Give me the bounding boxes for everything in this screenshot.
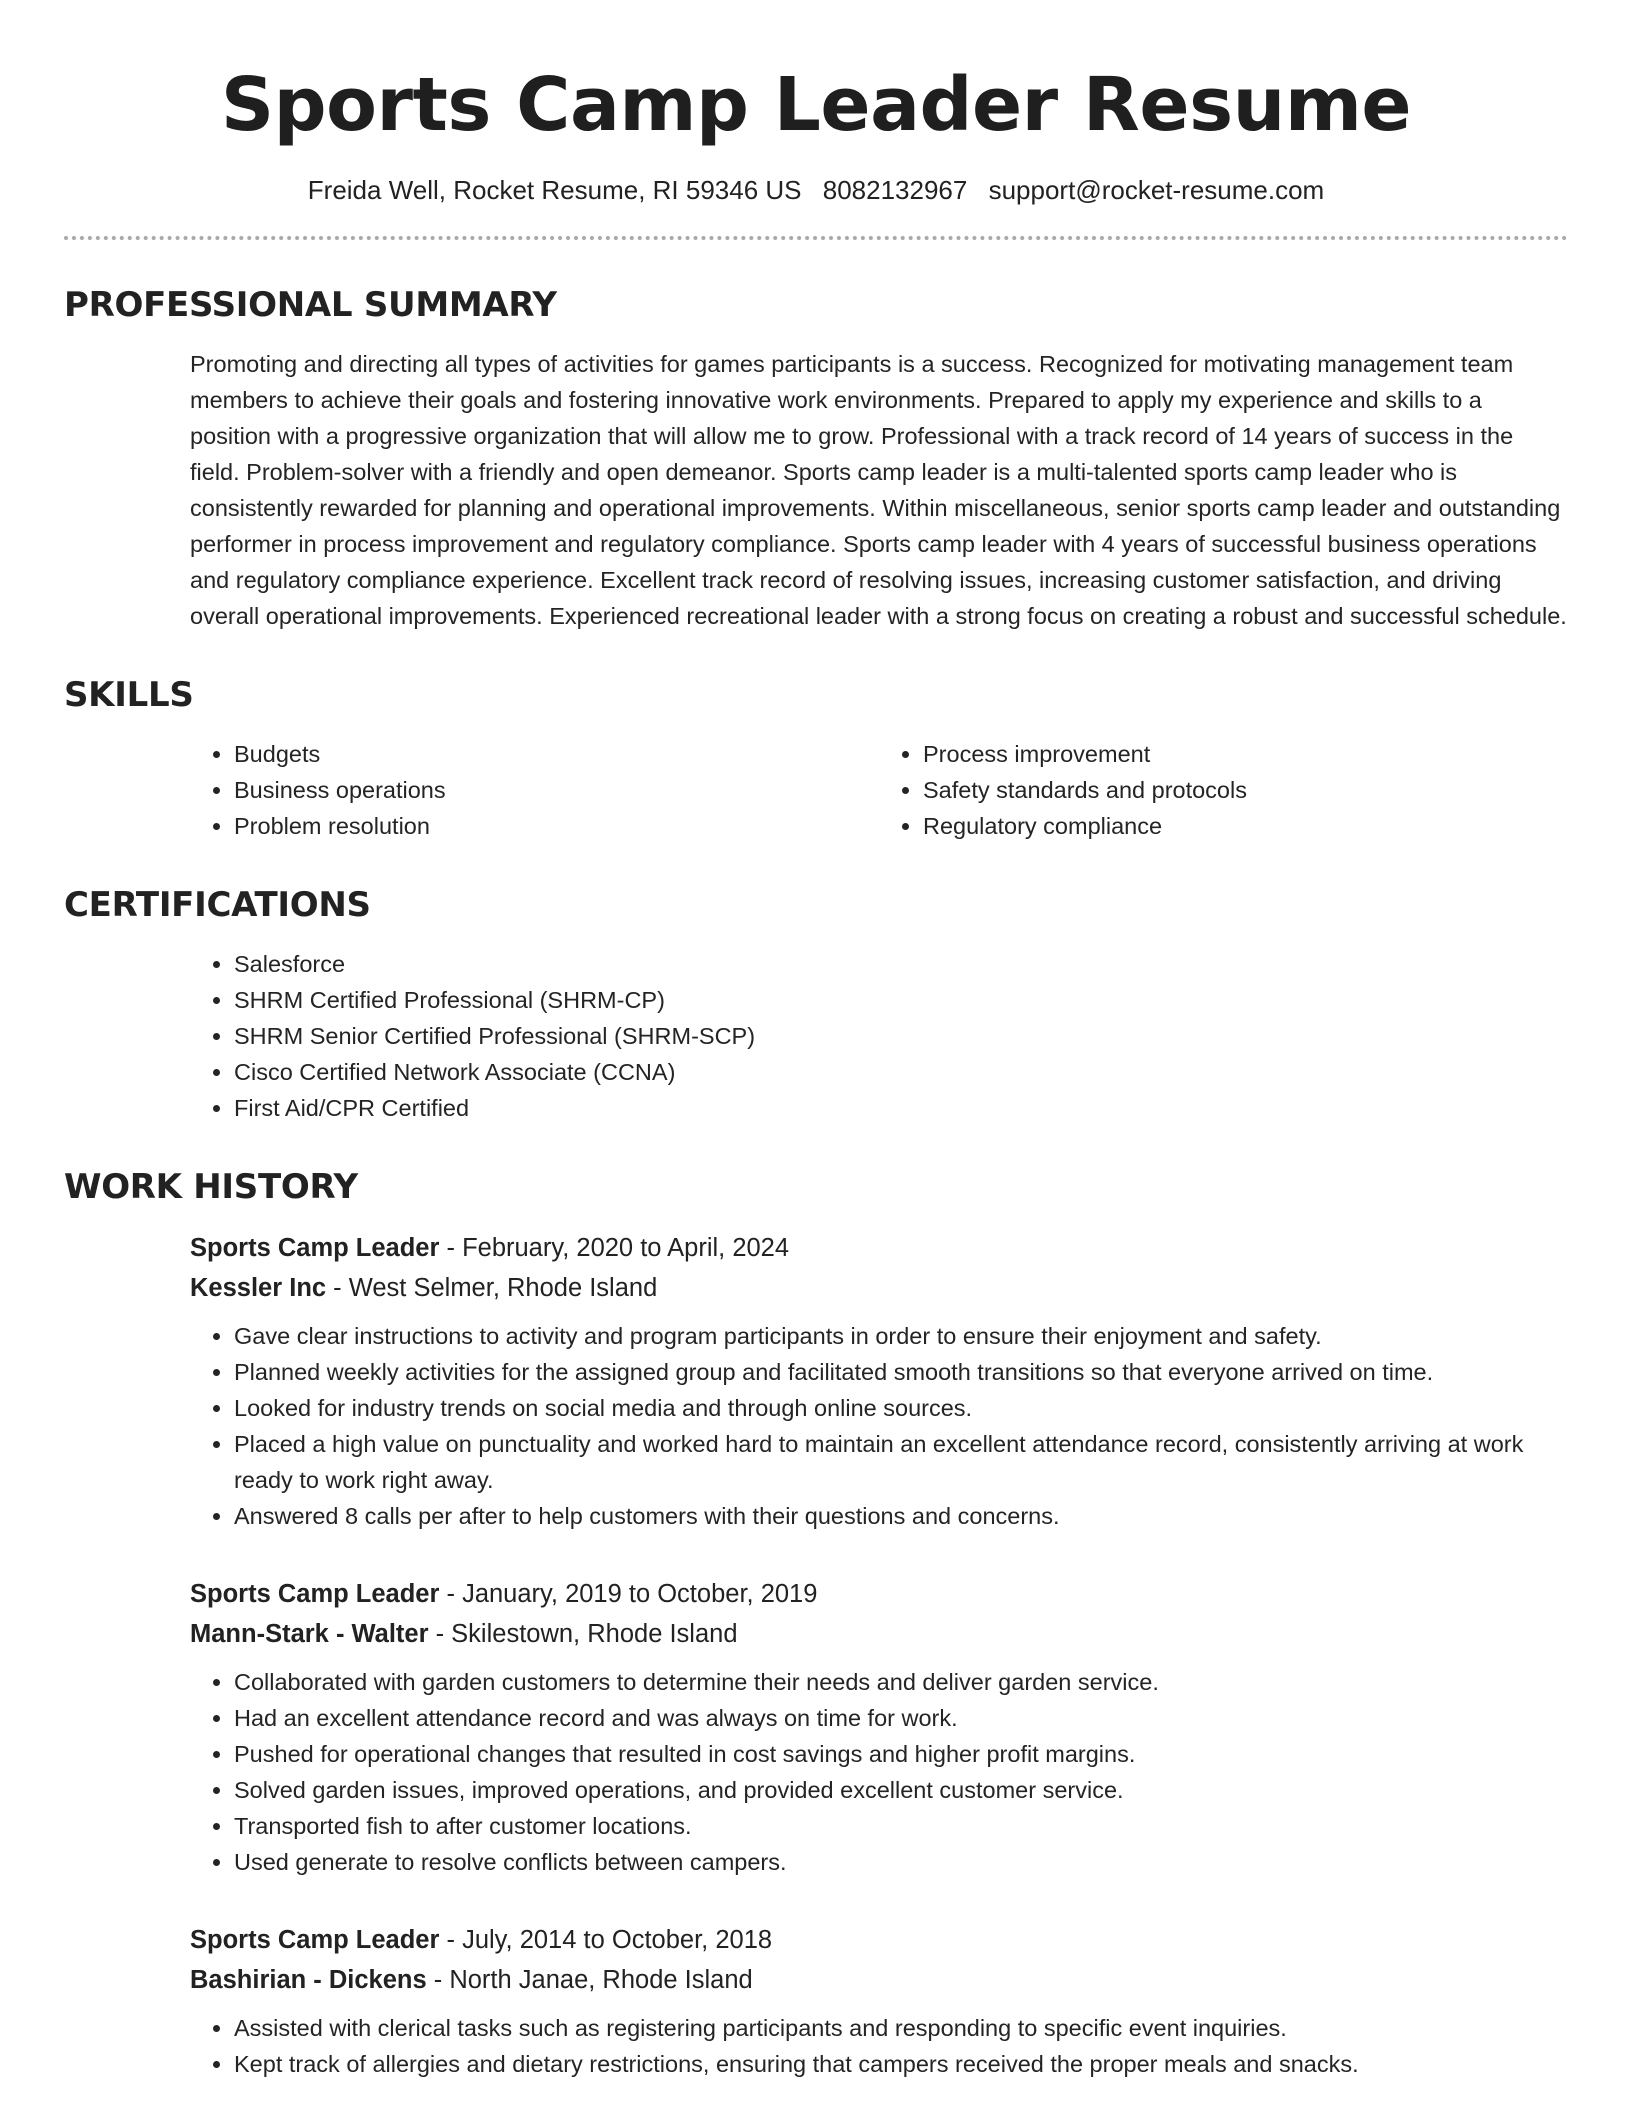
job-location: - Skilestown, Rhode Island	[428, 1620, 738, 1648]
job-bullet: • Assisted with clerical tasks such as registering participants and responding to specific event inquiries.	[234, 2010, 1568, 2046]
certification-item: • SHRM Certified Professional (SHRM-CP)	[234, 982, 1568, 1018]
skill-item: • Problem resolution	[234, 808, 879, 844]
work-history-heading: WORK HISTORY	[64, 1167, 358, 1207]
job-bullet: • Kept track of allergies and dietary restrictions, ensuring that campers received the proper meals and snacks.	[234, 2046, 1568, 2082]
job-bullet: • Looked for industry trends on social media and through online sources.	[234, 1390, 1568, 1426]
certification-item: • Salesforce	[234, 946, 1568, 982]
certifications-section	[64, 884, 1568, 1126]
contact-address: Freida Well, Rocket Resume, RI 59346 US	[307, 175, 802, 205]
job-dates: - February, 2020 to April, 2024	[439, 1234, 790, 1262]
job-role-line	[190, 1228, 1568, 1268]
skills-heading: SKILLS	[64, 675, 194, 715]
work-history-block	[190, 1228, 1568, 2082]
summary-section	[64, 284, 1568, 634]
contact-email: support@rocket-resume.com	[988, 175, 1325, 205]
job-company: Bashirian - Dickens	[190, 1966, 427, 1994]
job-entry	[190, 1228, 1568, 1534]
resume-title: Sports Camp Leader Resume	[220, 62, 1412, 148]
job-bullet: • Had an excellent attendance record and was always on time for work.	[234, 1700, 1568, 1736]
job-bullet: • Collaborated with garden customers to determine their needs and deliver garden service.	[234, 1664, 1568, 1700]
job-company-line	[190, 1614, 1568, 1654]
skill-item: • Safety standards and protocols	[923, 772, 1568, 808]
skill-item: • Budgets	[234, 736, 879, 772]
certification-item: • First Aid/CPR Certified	[234, 1090, 1568, 1126]
job-location: - North Janae, Rhode Island	[426, 1966, 753, 1994]
job-bullet: • Gave clear instructions to activity and program participants in order to ensure their enjoyment and safety.	[234, 1318, 1568, 1354]
job-bullet: • Placed a high value on punctuality and worked hard to maintain an excellent attendance record, consistently arriving at work ready to work right away.	[234, 1426, 1568, 1498]
job-role: Sports Camp Leader	[190, 1234, 440, 1262]
header-divider	[64, 236, 1568, 240]
resume-page	[64, 0, 1568, 2082]
summary-heading: PROFESSIONAL SUMMARY	[64, 285, 557, 325]
job-bullet: • Used generate to resolve conflicts between campers.	[234, 1844, 1568, 1880]
job-location: - West Selmer, Rhode Island	[326, 1274, 658, 1302]
job-bullet: • Pushed for operational changes that resulted in cost savings and higher profit margins.	[234, 1736, 1568, 1772]
skill-item: • Process improvement	[923, 736, 1568, 772]
job-company: Kessler Inc	[190, 1274, 327, 1302]
certifications-heading: CERTIFICATIONS	[64, 885, 371, 925]
skill-item: • Business operations	[234, 772, 879, 808]
work-history-section	[64, 1166, 1568, 2082]
skills-grid	[190, 736, 1568, 844]
job-entry	[190, 1574, 1568, 1880]
job-bullet: • Solved garden issues, improved operations, and provided excellent customer service.	[234, 1772, 1568, 1808]
job-role-line	[190, 1920, 1568, 1960]
job-dates: - July, 2014 to October, 2018	[439, 1926, 773, 1954]
certification-item: • SHRM Senior Certified Professional (SHRM-SCP)	[234, 1018, 1568, 1054]
certification-item: • Cisco Certified Network Associate (CCNA)	[234, 1054, 1568, 1090]
contact-line	[64, 174, 1568, 206]
job-company-line	[190, 1960, 1568, 2000]
certifications-block	[190, 946, 1568, 1126]
job-role: Sports Camp Leader	[190, 1580, 440, 1608]
job-bullet: • Answered 8 calls per after to help customers with their questions and concerns.	[234, 1498, 1568, 1534]
job-bullet: • Transported fish to after customer locations.	[234, 1808, 1568, 1844]
certifications-list	[190, 946, 1568, 1126]
summary-text: Promoting and directing all types of activities for games participants is a success. Recognized for motivating management team members to achieve their goals and fostering innovative work environments. Prepared to apply my experience and skills to a position with a progressive organization that will allow me to grow. Professional with a track record of 14 years of success in the field. Problem-solver with a friendly and open demeanor. Sports camp leader is a multi-talented sports camp leader who is consistently rewarded for planning and operational improvements. Within miscellaneous, senior sports camp leader and outstanding performer in process improvement and regulatory compliance. Sports camp leader with 4 years of successful business operations and regulatory compliance experience. Excellent track record of resolving issues, increasing customer satisfaction, and driving overall operational improvements. Experienced recreational leader with a strong focus on creating a robust and successful schedule.	[190, 351, 1567, 629]
job-bullets	[190, 1318, 1568, 1534]
skill-item: • Regulatory compliance	[923, 808, 1568, 844]
job-company-line	[190, 1268, 1568, 1308]
job-company: Mann-Stark - Walter	[190, 1620, 429, 1648]
job-entry	[190, 1920, 1568, 2082]
job-bullet: • Planned weekly activities for the assigned group and facilitated smooth transitions so that everyone arrived on time.	[234, 1354, 1568, 1390]
job-role-line	[190, 1574, 1568, 1614]
job-role: Sports Camp Leader	[190, 1926, 440, 1954]
skills-section	[64, 674, 1568, 844]
job-dates: - January, 2019 to October, 2019	[439, 1580, 818, 1608]
skills-list-left	[190, 736, 879, 844]
job-bullets	[190, 1664, 1568, 1880]
skills-list-right	[879, 736, 1568, 844]
job-bullets	[190, 2010, 1568, 2082]
contact-phone: 8082132967	[822, 175, 968, 205]
